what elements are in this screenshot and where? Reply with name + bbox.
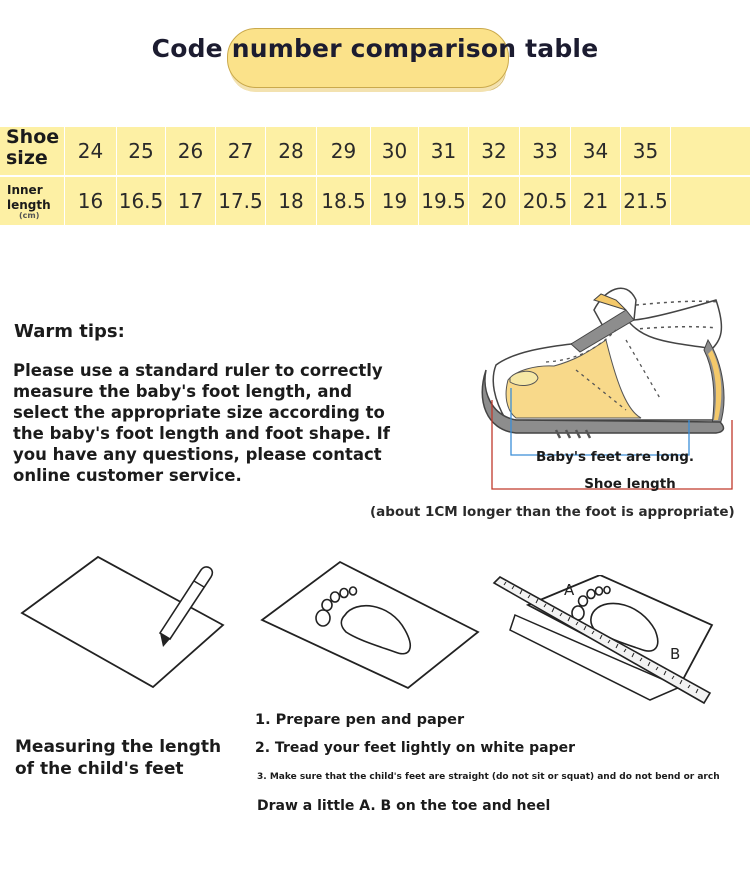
footprint-paper-illustration: [260, 560, 485, 690]
shoe-size-label: Shoe size: [6, 126, 60, 169]
tips-heading: Warm tips:: [14, 321, 125, 342]
shoe-size-cell: 32: [468, 127, 519, 175]
inner-length-cell: 20.5: [519, 177, 570, 225]
inner-length-cell: 21: [570, 177, 620, 225]
shoe-size-cell: 27: [215, 127, 265, 175]
inner-length-cell: 19: [370, 177, 418, 225]
paper-and-pen-illustration: [18, 555, 238, 690]
inner-length-cell: 19.5: [418, 177, 468, 225]
shoe-length-label: Shoe length: [584, 476, 676, 492]
inner-length-cell: 18.5: [316, 177, 370, 225]
page-title: Code number comparison table: [151, 34, 599, 63]
inner-length-cell: 17: [165, 177, 215, 225]
marker-b: B: [670, 645, 681, 663]
inner-length-cell: 18: [265, 177, 316, 225]
inner-length-label: Inner length: [7, 183, 51, 212]
inner-length-cell: 17.5: [215, 177, 265, 225]
inner-length-row: [0, 177, 750, 225]
inner-length-unit: (cm): [19, 211, 40, 220]
shoe-size-cell: 35: [620, 127, 670, 175]
shoe-size-cell: 29: [316, 127, 370, 175]
inner-length-header: [0, 177, 64, 225]
shoe-size-cell: 26: [165, 127, 215, 175]
step-1: 1. Prepare pen and paper: [255, 712, 465, 728]
ruler-measure-illustration: [490, 575, 715, 710]
shoe-size-cell: 28: [265, 127, 316, 175]
fit-note: (about 1CM longer than the foot is appropriate): [370, 504, 735, 520]
step-2: 2. Tread your feet lightly on white paper: [255, 740, 576, 756]
step-4: Draw a little A. B on the toe and heel: [257, 798, 551, 814]
table-empty-cell: [670, 127, 750, 175]
shoe-size-cell: 33: [519, 127, 570, 175]
shoe-size-cell: 24: [64, 127, 116, 175]
inner-length-cell: 20: [468, 177, 519, 225]
step-3: 3. Make sure that the child's feet are straight (do not sit or squat) and do not bend or arch: [257, 772, 720, 782]
shoe-size-row: [0, 127, 750, 175]
table-empty-cell: [670, 177, 750, 225]
size-table: [0, 127, 750, 225]
shoe-size-cell: 31: [418, 127, 468, 175]
shoe-size-cell: 25: [116, 127, 165, 175]
inner-length-cell: 16: [64, 177, 116, 225]
marker-a: A: [564, 581, 575, 599]
measuring-title: Measuring the length of the child's feet: [15, 737, 222, 779]
shoe-size-cell: 34: [570, 127, 620, 175]
paper-sheet: [22, 557, 223, 687]
feet-length-label: Baby's feet are long.: [536, 449, 694, 465]
shoe-size-cell: 30: [370, 127, 418, 175]
tips-body: Please use a standard ruler to correctly measure the baby's foot length, and select the appropriate size according to the baby's foot length and foot shape. If you have any questions, please contact online customer service.: [13, 361, 390, 485]
inner-length-cell: 16.5: [116, 177, 165, 225]
inner-length-cell: 21.5: [620, 177, 670, 225]
